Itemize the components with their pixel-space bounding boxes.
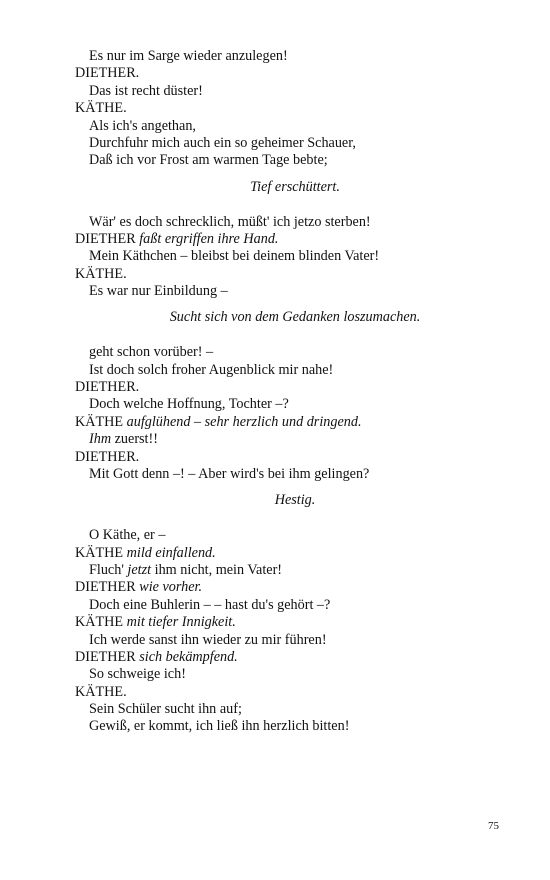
stage-direction: Sucht sich von dem Gedanken loszumachen. [169,309,421,326]
speaker-direction: mit tiefer Innigkeit. [126,614,236,631]
verse-text: ihm nicht, mein Vater! [151,561,283,578]
speaker-name: KÄTHE [75,544,124,561]
verse-line: Als ich's angethan, [89,117,196,134]
speaker-line [75,231,515,248]
spacer [75,327,515,344]
verse-line: geht schon vorüber! – [89,344,214,361]
spacer [75,483,515,492]
speaker-direction: sich bekämpfend. [139,648,238,665]
verse-text: zuerst!! [111,431,158,448]
text-block [75,48,515,736]
verse-line: Sein Schüler sucht ihn auf; [89,701,242,718]
speaker-line [75,545,515,562]
spacer [75,300,515,309]
verse-line: Doch eine Buhlerin – – hast du's gehört –? [89,596,331,613]
speaker-name: DIETHER [75,648,136,665]
verse-line: So schweige ich! [89,666,186,683]
verse-line: Wär' es doch schrecklich, müßt' ich jetzo sterben! [89,213,371,230]
speaker-name: KÄTHE [75,614,124,631]
verse-line: Doch welche Hoffnung, Tochter –? [89,396,289,413]
stage-direction: Hestig. [274,492,316,509]
verse-line [75,431,515,448]
speaker-name: DIETHER. [75,448,140,465]
speaker-direction: aufglühend – sehr herzlich und dringend. [126,413,362,430]
speaker-line [75,614,515,631]
verse-line: Gewiß, er kommt, ich ließ ihn herzlich bitten! [89,718,350,735]
speaker-line [75,579,515,596]
verse-text: Fluch' [89,561,128,578]
speaker-line [75,414,515,431]
verse-line: Mit Gott denn –! – Aber wird's bei ihm gelingen? [89,465,370,482]
speaker-direction: wie vorher. [139,579,203,596]
speaker-name: DIETHER. [75,379,140,396]
speaker-name: DIETHER. [75,65,140,82]
verse-line: Ich werde sanst ihn wieder zu mir führen! [89,631,327,648]
speaker-line [75,649,515,666]
speaker-direction: faßt ergriffen ihre Hand. [139,230,279,247]
speaker-name: KÄTHE. [75,100,127,117]
speaker-name: DIETHER [75,230,136,247]
speaker-name: DIETHER [75,579,136,596]
verse-line [75,562,515,579]
speaker-name: KÄTHE. [75,265,127,282]
spacer [75,510,515,527]
verse-line: Es war nur Einbildung – [89,283,228,300]
spacer [75,196,515,213]
verse-line: Daß ich vor Frost am warmen Tage bebte; [89,152,328,169]
page-number: 75 [488,820,499,832]
verse-line: Durchfuhr mich auch ein so geheimer Schauer, [89,134,356,151]
stage-direction: Tief erschüttert. [250,178,340,195]
speaker-name: KÄTHE. [75,683,127,700]
verse-line: Es nur im Sarge wieder anzulegen! [89,48,288,64]
spacer [75,170,515,179]
speaker-direction: mild einfallend. [126,544,216,561]
emphasis: Ihm [89,431,112,448]
verse-line: Ist doch solch froher Augenblick mir nahe! [89,361,334,378]
speaker-name: KÄTHE [75,413,124,430]
verse-line: O Käthe, er – [89,527,166,544]
verse-line: Das ist recht düster! [89,82,203,99]
emphasis: jetzt [127,561,152,578]
verse-line: Mein Käthchen – bleibst bei deinem blinden Vater! [89,248,380,265]
